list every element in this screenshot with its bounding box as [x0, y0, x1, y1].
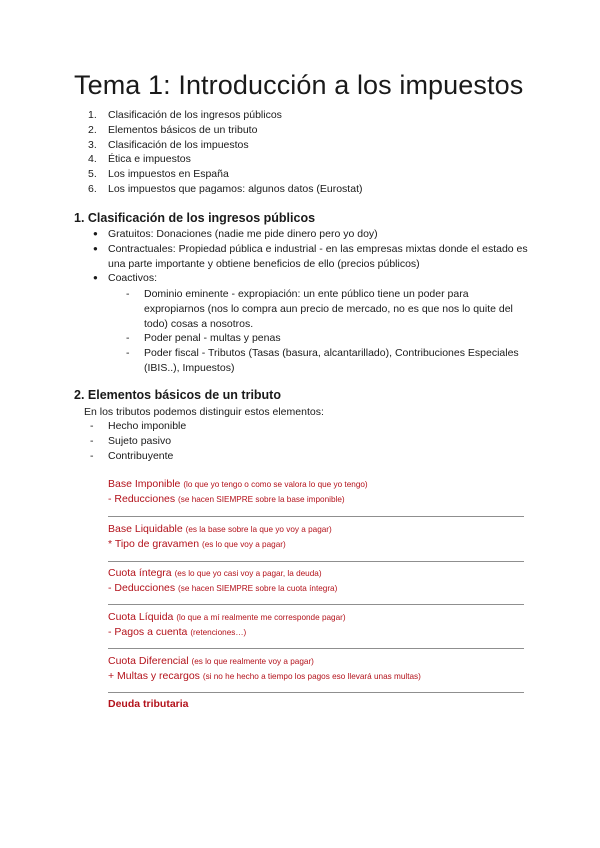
bullet-item: ● Gratuitos: Donaciones (nadie me pide dinero pero yo doy) — [93, 228, 378, 240]
deuda-tributaria-result: Deuda tributaria — [108, 698, 189, 710]
coactivos-subitems — [126, 287, 520, 376]
dash-item: - Contribuyente — [90, 449, 174, 462]
section-2-heading: 2. Elementos básicos de un tributo — [74, 388, 281, 402]
sub-item: - Poder fiscal - Tributos (Tasas (basura, alcantarillado), Contribuciones Especiales (IBIS..), Impuestos) — [126, 347, 519, 374]
sub-item: - Poder penal - multas y penas — [126, 332, 281, 345]
sub-item: - Dominio eminente - expropiación: un ente público tiene un poder para expropiarnos (nos lo compra aun precio de mercado, no es que nos lo quite del todo) cosas a nosotros. — [126, 288, 513, 330]
separator-line — [108, 561, 524, 562]
section-2-items — [90, 419, 408, 463]
separator-line — [108, 516, 524, 517]
bullet-item: ● Coactivos: — [93, 272, 158, 285]
separator-line — [108, 648, 524, 649]
calc-step-cuota-integra: Cuota íntegra (es lo que yo casi voy a pagar, la deuda) - Deducciones (se hacen SIEMPRE sobre la cuota íntegra) — [108, 567, 338, 594]
toc-item: 5. Los impuestos en España — [88, 168, 229, 181]
toc-item: 1. Clasificación de los ingresos públicos — [88, 109, 282, 121]
bullet-item: ● Contractuales: Propiedad pública e industrial - en las empresas mixtas donde el estado es una parte importante y obtiene beneficios de ello (precios públicos) — [93, 242, 528, 270]
toc-item: 2. Elementos básicos de un tributo — [88, 123, 258, 136]
separator-line — [108, 692, 524, 693]
calc-step-base-imponible: Base Imponible (lo que yo tengo o como se valora lo que yo tengo) - Reducciones (se hacen SIEMPRE sobre la base imponible) — [108, 478, 368, 505]
page-title: Tema 1: Introducción a los impuestos — [74, 70, 524, 100]
separator-line — [108, 604, 524, 605]
section-1-bullets — [93, 227, 528, 286]
dash-item: - Sujeto pasivo — [90, 434, 172, 447]
table-of-contents — [88, 108, 362, 197]
calc-step-cuota-liquida: Cuota Líquida (lo que a mí realmente me corresponde pagar) - Pagos a cuenta (retenciones…) — [108, 611, 346, 638]
toc-item: 6. Los impuestos que pagamos: algunos datos (Eurostat) — [88, 182, 363, 195]
calc-step-cuota-diferencial: Cuota Diferencial (es lo que realmente voy a pagar) + Multas y recargos (si no he hecho a tiempo los pagos eso llevará unas multas) — [108, 655, 421, 682]
toc-item: 4. Ética e impuestos — [88, 153, 191, 166]
toc-item: 3. Clasificación de los impuestos — [88, 138, 249, 151]
dash-item: - Hecho imponible — [90, 420, 187, 432]
section-2-intro: En los tributos podemos distinguir estos elementos: — [84, 406, 324, 418]
section-1-heading: 1. Clasificación de los ingresos públicos — [74, 211, 316, 225]
calc-step-base-liquidable: Base Liquidable (es la base sobre la que yo voy a pagar) * Tipo de gravamen (es lo que voy a pagar) — [108, 523, 332, 550]
